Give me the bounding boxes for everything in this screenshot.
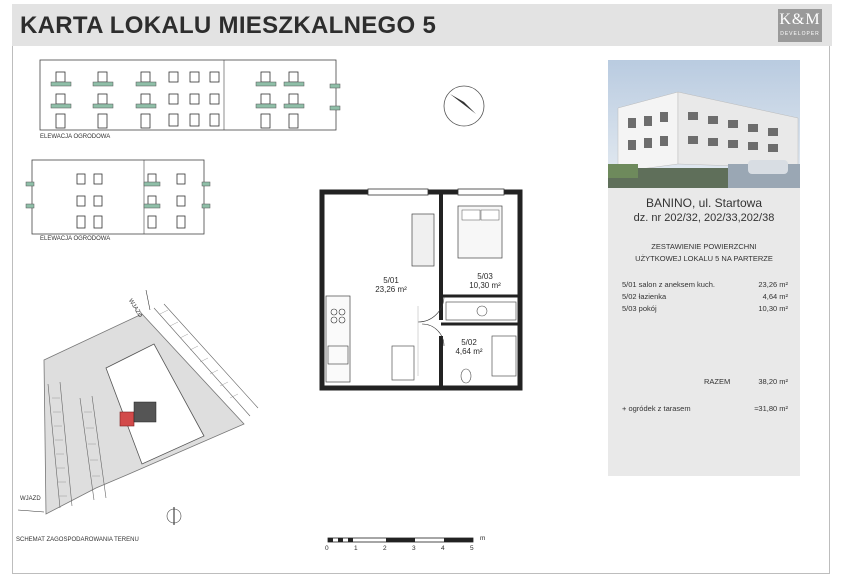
page-title: KARTA LOKALU MIESZKALNEGO 5 <box>20 12 437 39</box>
header-bar <box>12 4 832 46</box>
panel-heading-line1: ZESTAWIENIE POWIERZCHNI <box>651 242 757 251</box>
area-row-502-value: 4,64 m² <box>762 292 788 301</box>
panel-heading-line2: UŻYTKOWEJ LOKALU 5 NA PARTERZE <box>635 254 773 263</box>
floor-plan <box>316 186 528 398</box>
garden-value: ≈31,80 m² <box>754 404 788 413</box>
elevation-top <box>36 58 351 134</box>
elevation-bottom <box>22 158 214 236</box>
area-row-501-name: 5/01 salon z aneksem kuch. <box>622 280 715 289</box>
elevation-bottom-label: ELEWACJA OGRODOWA <box>40 236 111 242</box>
scale-tick-5: 5 <box>470 545 474 552</box>
scale-tick-0: 0 <box>325 545 329 552</box>
scale-bar <box>324 536 494 548</box>
total-value: 38,20 m² <box>758 377 788 386</box>
site-plan <box>14 288 264 533</box>
north-arrow-icon <box>440 82 488 130</box>
site-plan-label: SCHEMAT ZAGOSPODAROWANIA TERENU <box>16 537 139 543</box>
elevation-top-label: ELEWACJA OGRODOWA <box>40 134 111 140</box>
panel-plots: dz. nr 202/32, 202/33,202/38 <box>633 212 775 224</box>
garden-label: + ogródek z tarasem <box>622 404 691 413</box>
entry-top-label: WJAZD <box>126 298 143 319</box>
room-502-tag <box>452 338 486 356</box>
logo-main-text: K&M <box>779 11 821 28</box>
scale-unit: m <box>480 535 486 542</box>
room-502-number: 5/02 <box>461 338 477 347</box>
total-label: RAZEM <box>704 377 731 386</box>
logo-sub-text: DEVELOPER <box>780 31 820 37</box>
scale-tick-2: 2 <box>383 545 387 552</box>
scale-tick-4: 4 <box>441 545 445 552</box>
scale-tick-3: 3 <box>412 545 416 552</box>
scale-tick-1: 1 <box>354 545 358 552</box>
panel-heading <box>608 241 800 265</box>
room-503-area: 10,30 m² <box>469 281 501 290</box>
building-photo <box>608 60 800 188</box>
area-row-501-value: 23,26 m² <box>758 280 788 289</box>
panel-city: BANINO, ul. Startowa <box>645 196 763 210</box>
room-502-area: 4,64 m² <box>455 347 483 356</box>
info-panel <box>608 60 800 476</box>
room-503-number: 5/03 <box>477 272 493 281</box>
room-501-area: 23,26 m² <box>375 285 407 294</box>
developer-logo <box>778 9 822 42</box>
area-row-503-name: 5/03 pokój <box>622 304 657 313</box>
room-503-tag <box>466 272 504 290</box>
area-row-503-value: 10,30 m² <box>758 304 788 313</box>
area-row-502-name: 5/02 łazienka <box>622 292 667 301</box>
entry-bottom-label: WJAZD <box>20 496 41 502</box>
room-501-number: 5/01 <box>383 276 399 285</box>
room-501-tag <box>374 276 408 294</box>
